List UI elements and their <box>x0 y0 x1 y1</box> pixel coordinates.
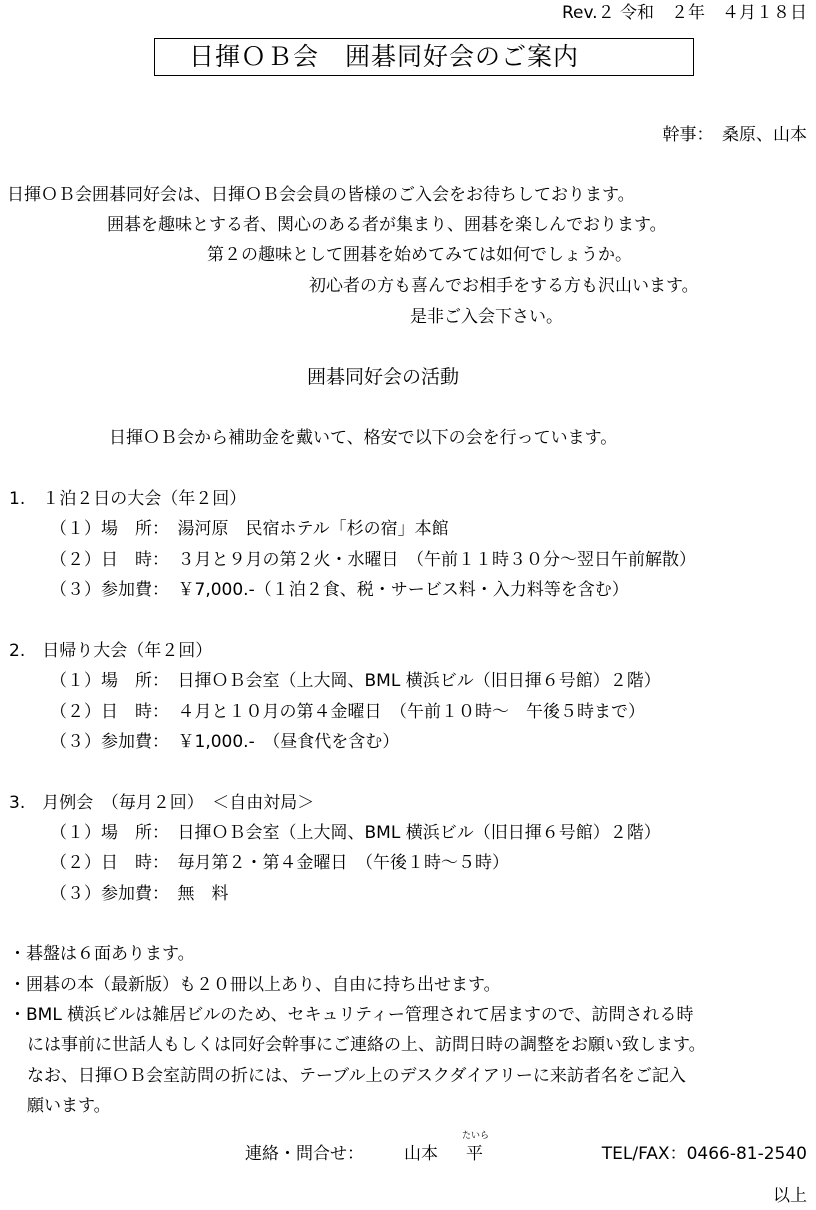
note-line: ・BML 横浜ビルは雑居ビルのため、セキュリティー管理されて居ますので、訪問される時 <box>9 1005 694 1025</box>
event-detail: （２）日 時： ３月と９月の第２火・水曜日 （午前１１時３０分～翌日午前解散） <box>50 550 696 570</box>
contact-given-name: 平 <box>466 1144 483 1164</box>
event-heading: 1. １泊２日の大会（年２回） <box>9 489 247 509</box>
event-detail: （１）場 所： 湯河原 民宿ホテル「杉の宿」本館 <box>50 519 449 539</box>
contact-tel-fax: TEL/FAX：0466-81-2540 <box>601 1144 807 1164</box>
event-detail: （２）日 時： ４月と１０月の第４金曜日 （午前１０時～ 午後５時まで） <box>50 702 645 722</box>
event-detail: （３）参加費： 無 料 <box>50 884 229 904</box>
organizers: 幹事： 桑原、山本 <box>662 125 807 145</box>
intro-line-4: 初心者の方も喜んでお相手をする方も沢山います。 <box>309 276 699 296</box>
document-title: 日揮ＯＢ会 囲碁同好会のご案内 <box>154 38 694 76</box>
revision-date: Rev.２ 令和 ２年 ４月１８日 <box>561 3 807 23</box>
event-detail: （１）場 所： 日揮ＯＢ会室（上大岡、BML 横浜ビル（旧日揮６号館）２階） <box>50 671 661 691</box>
event-detail: （２）日 時： 毎月第２・第４金曜日 （午後１時～５時） <box>50 853 509 873</box>
contact-name-ruby: たいら <box>462 1131 490 1141</box>
event-heading: 3. 月例会 （毎月２回） ＜自由対局＞ <box>9 793 315 813</box>
note-line: なお、日揮ＯＢ会室訪問の折には、テーブル上のデスクダイアリーに来訪者名をご記入 <box>27 1066 686 1086</box>
closing-mark: 以上 <box>773 1186 807 1206</box>
event-detail: （３）参加費： ￥1,000.- （昼食代を含む） <box>50 732 400 752</box>
note-line: ・碁盤は６面あります。 <box>9 944 195 964</box>
event-detail: （１）場 所： 日揮ＯＢ会室（上大岡、BML 横浜ビル（旧日揮６号館）２階） <box>50 823 661 843</box>
contact-label: 連絡・問合せ： <box>245 1144 364 1164</box>
note-line: ・囲碁の本（最新版）も２０冊以上あり、自由に持ち出せます。 <box>9 975 501 995</box>
note-line: には事前に世話人もしくは同好会幹事にご連絡の上、訪問日時の調整をお願い致します。 <box>27 1035 706 1055</box>
event-detail: （３）参加費： ￥7,000.-（１泊２食、税・サービス料・入力料等を含む） <box>50 580 629 600</box>
intro-line-3: 第２の趣味として囲碁を始めてみては如何でしょうか。 <box>207 245 632 265</box>
intro-line-1: 日揮ＯＢ会囲碁同好会は、日揮ＯＢ会会員の皆様のご入会をお待ちしております。 <box>7 185 635 205</box>
intro-line-5: 是非ご入会下さい。 <box>410 307 563 327</box>
subsidy-note: 日揮ＯＢ会から補助金を戴いて、格安で以下の会を行っています。 <box>109 428 618 448</box>
section-heading: 囲碁同好会の活動 <box>307 366 460 388</box>
note-line: 願います。 <box>27 1096 111 1116</box>
intro-line-2: 囲碁を趣味とする者、関心のある者が集まり、囲碁を楽しんでおります。 <box>107 215 667 235</box>
contact-surname: 山本 <box>404 1144 438 1164</box>
event-heading: 2. 日帰り大会（年２回） <box>9 641 213 661</box>
